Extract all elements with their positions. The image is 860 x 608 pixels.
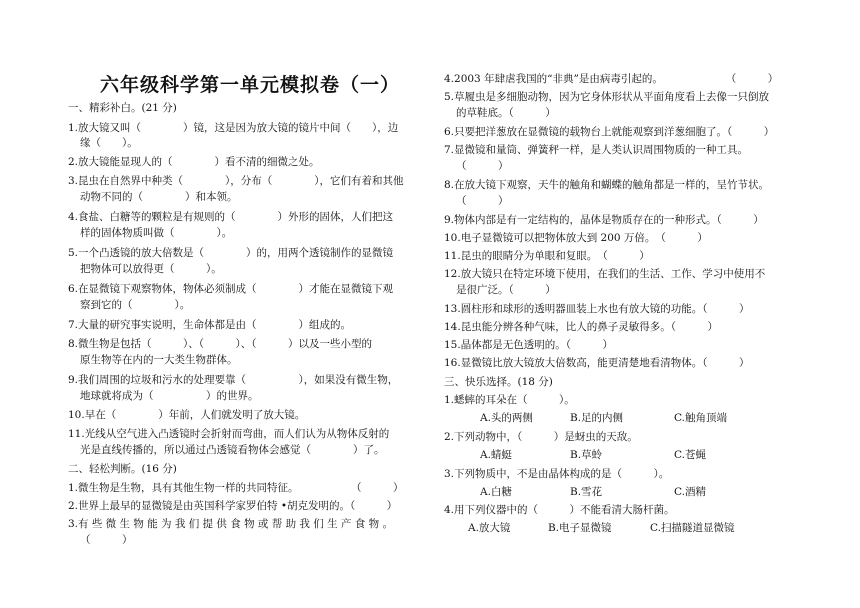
section-1-heading: 一、精彩补白。(21 分) bbox=[68, 102, 177, 114]
judge-14: 14.昆虫能分辨各种气味，比人的鼻子灵敏得多。（ ） bbox=[444, 321, 718, 333]
question-5-cont: 把物体可以放得更（ ）。 bbox=[80, 263, 222, 275]
judge-7: 7.显微镜和量筒、弹簧秤一样，是人类认识周围物质的一种工具。 bbox=[444, 144, 749, 156]
choice-1-option-c: C.触角顶端 bbox=[674, 412, 727, 424]
choice-4-option-a: A.放大镜 bbox=[468, 522, 511, 534]
judge-1: 1.微生物是生物，具有其他生物一样的共同特征。 （ ） bbox=[68, 482, 404, 494]
judge-16: 16.显微镜比放大镜放大倍数高，能更清楚地看清物体。（ ） bbox=[444, 357, 750, 369]
judge-9: 9.物体内部是有一定结构的，晶体是物质存在的一种形式。（ ） bbox=[444, 214, 764, 226]
question-6: 6.在显微镜下观察物体，物体必须制成（ ）才能在显微镜下观 bbox=[68, 283, 394, 295]
judge-10: 10.电子显微镜可以把物体放大到 200 万倍。 （ ） bbox=[444, 232, 708, 244]
question-9: 9.我们周围的垃圾和污水的处理要靠（ ），如果没有微生物， bbox=[68, 374, 399, 386]
choice-2: 2.下列动物中，（ ）是蚜虫的天敌。 bbox=[444, 431, 638, 443]
question-3: 3.昆虫在自然界中种类（ ），分布（ ），它们有着和其他 bbox=[68, 175, 404, 187]
choice-4: 4.用下列仪器中的（ ）不能看清大肠杆菌。 bbox=[444, 504, 675, 516]
choice-2-option-b: B.草蛉 bbox=[570, 449, 603, 461]
judge-15: 15.晶体都是无色透明的。（ ） bbox=[444, 339, 613, 351]
judge-12-cont: 是很广泛。（ ） bbox=[456, 284, 556, 296]
choice-3-option-a: A.白糖 bbox=[480, 486, 512, 498]
question-1: 1.放大镜又叫（ ）镜，这是因为放大镜的镜片中间（ ），边 bbox=[68, 122, 399, 134]
judge-3: 3.有 些 微 生 物 能 为 我 们 提 供 食 物 或 帮 助 我 们 生 产 食 物 。 bbox=[68, 518, 393, 530]
choice-1-option-b: B.足的内侧 bbox=[570, 412, 624, 424]
question-11-cont: 光是直线传播的，所以通过凸透镜看物体会感觉（ ）了。 bbox=[80, 444, 385, 456]
judge-4: 4.2003 年肆虐我国的“非典”是由病毒引起的。 （ ） bbox=[444, 73, 779, 85]
judge-7-cont: （ ） bbox=[456, 160, 509, 172]
judge-8: 8.在放大镜下观察，天牛的触角和蝴蝶的触角都是一样的，呈竹节状。 bbox=[444, 179, 770, 191]
judge-8-cont: （ ） bbox=[456, 195, 509, 207]
question-8: 8.微生物是包括（ ）、（ ）、（ ）以及一些小型的 bbox=[68, 338, 373, 350]
question-3-cont: 动物不同的（ ）和本领。 bbox=[80, 191, 238, 203]
choice-2-option-a: A.蜻蜓 bbox=[480, 449, 512, 461]
section-2-heading: 二、轻松判断。(16 分) bbox=[68, 463, 177, 475]
question-6-cont: 察到它的（ ）。 bbox=[80, 299, 191, 311]
judge-11: 11.昆虫的眼睛分为单眼和复眼。 （ ） bbox=[444, 250, 650, 262]
question-4: 4.食盐、白糖等的颗粒是有规则的（ ）外形的固体，人们把这 bbox=[68, 211, 394, 223]
question-5: 5.一个凸透镜的放大倍数是（ ）的，用两个透镜制作的显微镜 bbox=[68, 247, 394, 259]
choice-3: 3.下列物质中，不是由晶体构成的是（ ）。 bbox=[444, 468, 670, 480]
question-2: 2.放大镜能显现人的（ ）看不清的细微之处。 bbox=[68, 156, 320, 168]
judge-5: 5.草履虫是多细胞动物，因为它身体形状从平面角度看上去像一只倒放 bbox=[444, 91, 770, 103]
choice-4-option-c: C.扫描隧道显微镜 bbox=[650, 522, 735, 534]
choice-2-option-c: C.苍蝇 bbox=[674, 449, 706, 461]
judge-3-cont: （ ） bbox=[80, 534, 133, 546]
judge-12: 12.放大镜只在特定环境下使用，在我们的生活、工作、学习中使用不 bbox=[444, 268, 766, 280]
choice-4-option-b: B.电子显微镜 bbox=[548, 522, 612, 534]
judge-5-cont: 的草鞋底。（ ） bbox=[456, 107, 556, 119]
question-7: 7.大量的研究事实说明，生命体都是由（ ）组成的。 bbox=[68, 319, 352, 331]
judge-13: 13.圆柱形和球形的透明器皿装上水也有放大镜的功能。（ ） bbox=[444, 303, 750, 315]
question-10: 10.早在（ ）年前，人们就发明了放大镜。 bbox=[68, 409, 306, 421]
section-3-heading: 三、快乐选择。(18 分) bbox=[444, 376, 553, 388]
question-8-cont: 原生物等在内的一大类生物群体。 bbox=[80, 354, 238, 366]
question-1-cont: 缘（ ）。 bbox=[80, 137, 138, 149]
page-title: 六年级科学第一单元模拟卷（一） bbox=[100, 74, 401, 96]
choice-1: 1.蟋蟀的耳朵在（ ）。 bbox=[444, 394, 575, 406]
question-9-cont: 地球就将成为（ ）的世界。 bbox=[80, 390, 259, 402]
judge-6: 6.只要把洋葱放在显微镜的载物台上就能观察到洋葱细胞了。（ ） bbox=[444, 126, 775, 138]
choice-3-option-b: B.雪花 bbox=[570, 486, 603, 498]
choice-3-option-c: C.酒精 bbox=[674, 486, 706, 498]
choice-1-option-a: A.头的两侧 bbox=[480, 412, 533, 424]
question-11: 11.光线从空气进入凸透镜时会折射而弯曲，而人们认为从物体反射的 bbox=[68, 428, 390, 440]
judge-2: 2.世界上最早的显微镜是由英国科学家罗伯特 •胡克发明的。（ ） bbox=[68, 500, 398, 512]
question-4-cont: 样的固体物质叫做（ ）。 bbox=[80, 227, 233, 239]
